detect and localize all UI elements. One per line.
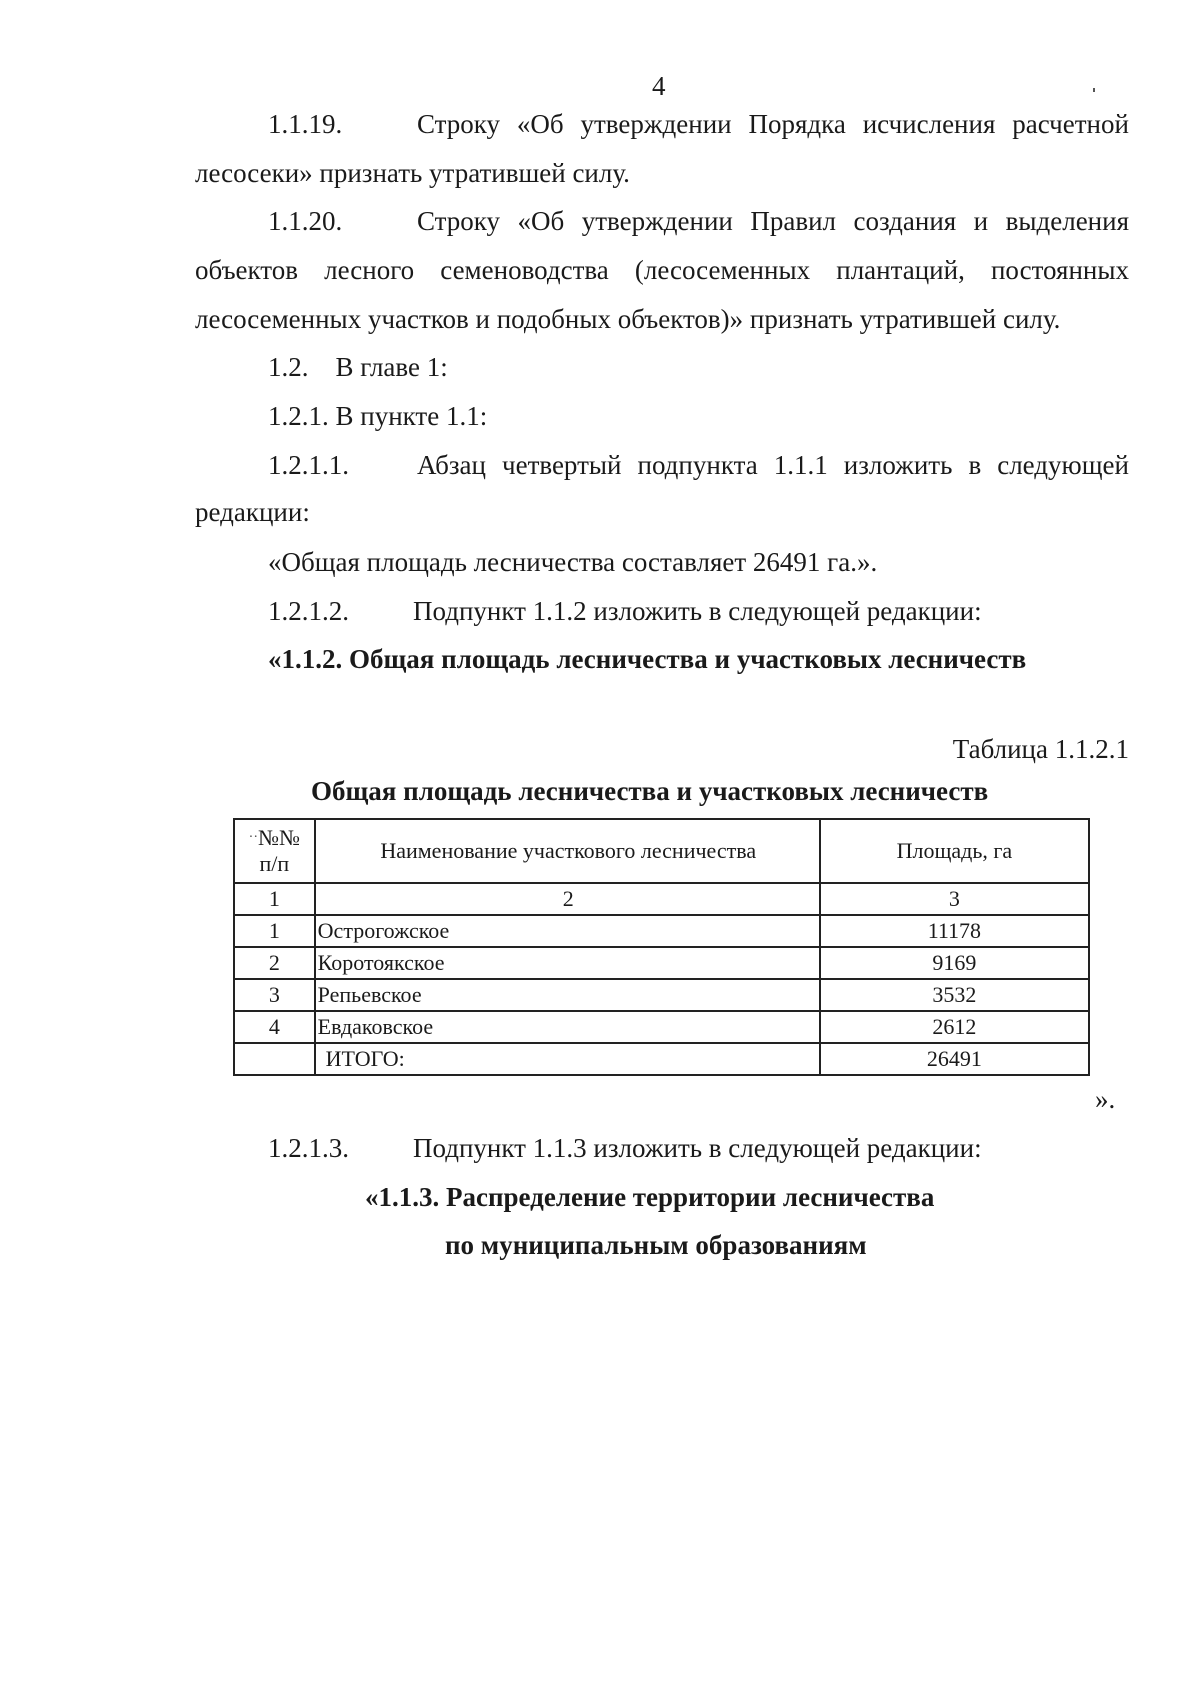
row-area-cell: 3532 (820, 979, 1089, 1011)
paragraph-1-1-20-line-1 (268, 205, 1129, 237)
word: расчетной (1012, 109, 1129, 139)
clause-number: 1.1.20. (268, 206, 343, 236)
word: в (968, 450, 982, 480)
word: и (973, 206, 989, 236)
word: «Об (517, 206, 565, 236)
word: исчисления (862, 109, 996, 139)
word: Строку (417, 109, 501, 139)
word: постоянных (990, 255, 1129, 285)
word: Абзац (417, 450, 486, 480)
clause-number: 1.2.1.1. (268, 450, 349, 480)
paragraph-1-2-1: 1.2.1. В пункте 1.1: (268, 401, 488, 431)
word: лесного (324, 255, 415, 285)
word: утверждении (581, 206, 733, 236)
row-name-cell: Евдаковское (315, 1011, 820, 1043)
paragraph-1-1-19-line-1 (268, 108, 1129, 140)
paragraph-1-1-19-line-2: лесосеки» признать утратившей силу. (195, 158, 630, 188)
header-number-symbol: №№ (258, 825, 300, 850)
forestry-area-table (233, 818, 1090, 1076)
total-number-cell (234, 1043, 315, 1075)
word: объектов (195, 255, 298, 285)
header-number-abbr: п/п (259, 851, 290, 876)
total-area-cell: 26491 (820, 1043, 1089, 1075)
index-cell: 3 (820, 883, 1089, 915)
row-number-cell: 3 (234, 979, 315, 1011)
table-row (234, 947, 1089, 979)
table-row (234, 979, 1089, 1011)
word: семеноводства (440, 255, 609, 285)
word: изложить (843, 450, 953, 480)
word: Правил (750, 206, 836, 236)
word: следующей (997, 450, 1129, 480)
row-name-cell: Репьевское (315, 979, 820, 1011)
page-number: 4 (652, 71, 666, 101)
word: четвертый (502, 450, 622, 480)
section-heading-1-1-3-line-2: по муниципальным образованиям (445, 1230, 867, 1260)
table-number-caption: Таблица 1.1.2.1 (952, 734, 1129, 764)
word: плантаций, (836, 255, 965, 285)
paragraph-1-1-20-line-3: лесосеменных участков и подобных объектов)» признать утратившей силу. (195, 304, 1061, 334)
row-number-cell: 1 (234, 915, 315, 947)
scan-dots: ·· (248, 830, 258, 845)
total-label-cell: ИТОГО: (315, 1043, 820, 1075)
table-total-row (234, 1043, 1089, 1075)
row-name-cell: Коротоякское (315, 947, 820, 979)
word: подпункта (637, 450, 758, 480)
paragraph-1-2: 1.2. В главе 1: (268, 352, 448, 382)
word: «Об (516, 109, 564, 139)
table-row (234, 915, 1089, 947)
table-title: Общая площадь лесничества и участковых лесничеств (311, 776, 989, 806)
word: Строку (417, 206, 501, 236)
word: (лесосеменных (634, 255, 811, 285)
index-cell: 1 (234, 883, 315, 915)
paragraph-1-2-1-1-line-2: редакции: (195, 497, 310, 527)
row-number-cell: 2 (234, 947, 315, 979)
paragraph-1-2-1-1-line-1 (268, 449, 1129, 481)
word: 1.1.1 (773, 450, 828, 480)
word: создания (853, 206, 957, 236)
section-heading-1-1-3-line-1: «1.1.3. Распределение территории лесничества (365, 1182, 935, 1212)
section-heading-1-1-2: «1.1.2. Общая площадь лесничества и участковых лесничеств (268, 644, 1027, 674)
table-index-row (234, 883, 1089, 915)
closing-quote: ». (1095, 1084, 1116, 1114)
index-cell: 2 (315, 883, 820, 915)
header-area-cell: Площадь, га (820, 819, 1089, 883)
table-header-row (234, 819, 1089, 883)
row-area-cell: 2612 (820, 1011, 1089, 1043)
clause-number-1-2-1-2: 1.2.1.2. (268, 596, 349, 626)
header-number-cell (234, 819, 315, 883)
word: Порядка (748, 109, 846, 139)
clause-number-1-2-1-3: 1.2.1.3. (268, 1133, 349, 1163)
word: утверждении (580, 109, 732, 139)
paragraph-1-2-1-3-text: Подпункт 1.1.3 изложить в следующей редакции: (413, 1133, 982, 1163)
row-area-cell: 11178 (820, 915, 1089, 947)
paragraph-1-1-20-line-2 (195, 254, 1129, 286)
scan-artifact-dot (1093, 88, 1095, 92)
paragraph-1-2-1-2-text: Подпункт 1.1.2 изложить в следующей редакции: (413, 596, 982, 626)
clause-number: 1.1.19. (268, 109, 343, 139)
row-area-cell: 9169 (820, 947, 1089, 979)
table-row (234, 1011, 1089, 1043)
header-name-cell: Наименование участкового лесничества (315, 819, 820, 883)
quoted-area-sentence: «Общая площадь лесничества составляет 26491 га.». (268, 547, 878, 577)
row-name-cell: Острогожское (315, 915, 820, 947)
row-number-cell: 4 (234, 1011, 315, 1043)
word: выделения (1005, 206, 1129, 236)
